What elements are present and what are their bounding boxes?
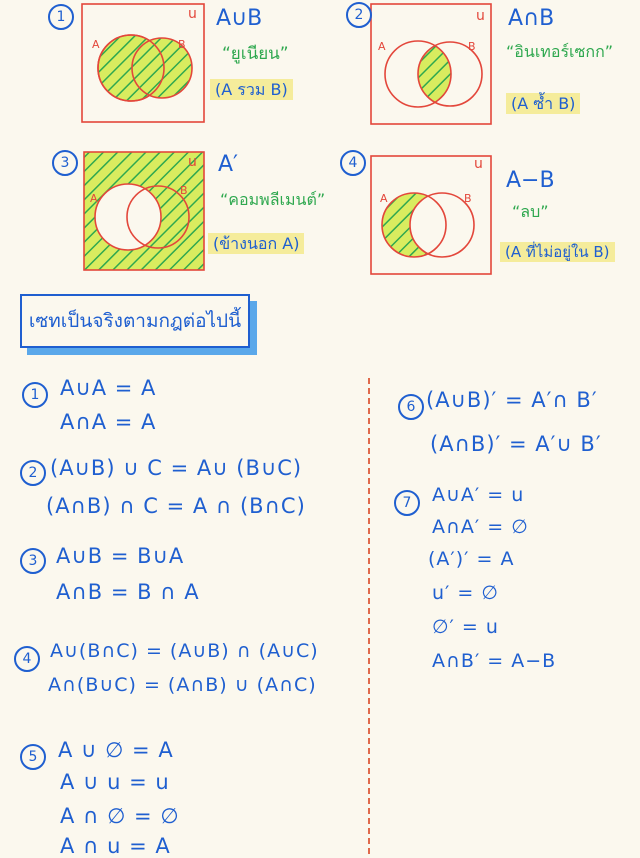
rule-5-line-3: A ∩ ∅ = ∅: [60, 804, 180, 828]
rule-7-line-3: (A′)′ = A: [428, 548, 515, 570]
diagram-1-number: 1: [48, 4, 74, 30]
rule-4-line-1: A∪(B∩C) = (A∪B) ∩ (A∪C): [50, 640, 319, 662]
set-b-label: B: [468, 40, 476, 53]
diagram-4-number: 4: [340, 150, 366, 176]
diagram-3-title: A′: [218, 152, 239, 177]
universe-label: u: [188, 154, 197, 170]
diagram-4-name: “ลบ”: [512, 202, 549, 221]
rule-5-line-2: A ∪ u = u: [60, 770, 170, 794]
rule-6-line-2: (A∩B)′ = A′∪ B′: [430, 432, 602, 456]
set-b-label: B: [464, 192, 472, 205]
diagram-4-title: A−B: [506, 168, 555, 193]
rule-5-number: 5: [20, 744, 46, 770]
rule-2-line-1: (A∪B) ∪ C = A∪ (B∪C): [50, 456, 303, 480]
diagram-2-number: 2: [346, 2, 372, 28]
diagram-1-desc: (A รวม B): [210, 79, 293, 100]
diagram-4-desc: (A ที่ไม่อยู่ใน B): [500, 242, 615, 262]
rule-1-number: 1: [22, 382, 48, 408]
diagram-3-name: “คอมพลีเมนต์”: [220, 190, 326, 209]
set-b-label: B: [178, 38, 186, 51]
venn-intersection: [371, 4, 491, 124]
diagram-2-title: A∩B: [508, 6, 555, 31]
universe-label: u: [476, 8, 485, 24]
diagram-3-desc: (ข้างนอก A): [208, 233, 304, 254]
rule-5-line-4: A ∩ u = A: [60, 834, 171, 858]
diagram-2-name: “อินเทอร์เซกก”: [506, 42, 614, 61]
section-title: เซทเป็นจริงตามกฎต่อไปนี้: [20, 294, 250, 348]
rule-3-line-1: A∪B = B∪A: [56, 544, 185, 568]
diagram-3-number: 3: [52, 150, 78, 176]
diagram-1-title: A∪B: [216, 6, 263, 31]
rule-7-line-4: u′ = ∅: [432, 582, 499, 604]
rule-7-line-5: ∅′ = u: [432, 616, 499, 638]
rule-7-number: 7: [394, 490, 420, 516]
set-a-label: A: [378, 40, 386, 53]
rule-7-line-2: A∩A′ = ∅: [432, 516, 529, 538]
set-a-label: A: [380, 192, 388, 205]
rule-2-number: 2: [20, 460, 46, 486]
universe-label: u: [474, 156, 483, 172]
rule-2-line-2: (A∩B) ∩ C = A ∩ (B∩C): [46, 494, 306, 518]
venn-complement: [84, 152, 204, 270]
venn-difference: [371, 156, 491, 274]
rule-4-number: 4: [14, 646, 40, 672]
rule-5-line-1: A ∪ ∅ = A: [58, 738, 174, 762]
rule-6-number: 6: [398, 394, 424, 420]
set-a-label: A: [90, 192, 98, 205]
rule-4-line-2: A∩(B∪C) = (A∩B) ∪ (A∩C): [48, 674, 317, 696]
venn-union: [82, 4, 204, 122]
rule-6-line-1: (A∪B)′ = A′∩ B′: [426, 388, 598, 412]
rule-3-line-2: A∩B = B ∩ A: [56, 580, 200, 604]
diagram-1-name: “ยูเนียน”: [222, 44, 289, 64]
rule-7-line-1: A∪A′ = u: [432, 484, 525, 506]
diagram-2-desc: (A ซ้ำ B): [506, 93, 580, 114]
rule-3-number: 3: [20, 548, 46, 574]
rule-1-line-1: A∪A = A: [60, 376, 157, 400]
set-b-label: B: [180, 184, 188, 197]
set-a-label: A: [92, 38, 100, 51]
universe-label: u: [188, 6, 197, 22]
rule-7-line-6: A∩B′ = A−B: [432, 650, 557, 672]
rule-1-line-2: A∩A = A: [60, 410, 157, 434]
column-divider: [368, 378, 370, 854]
